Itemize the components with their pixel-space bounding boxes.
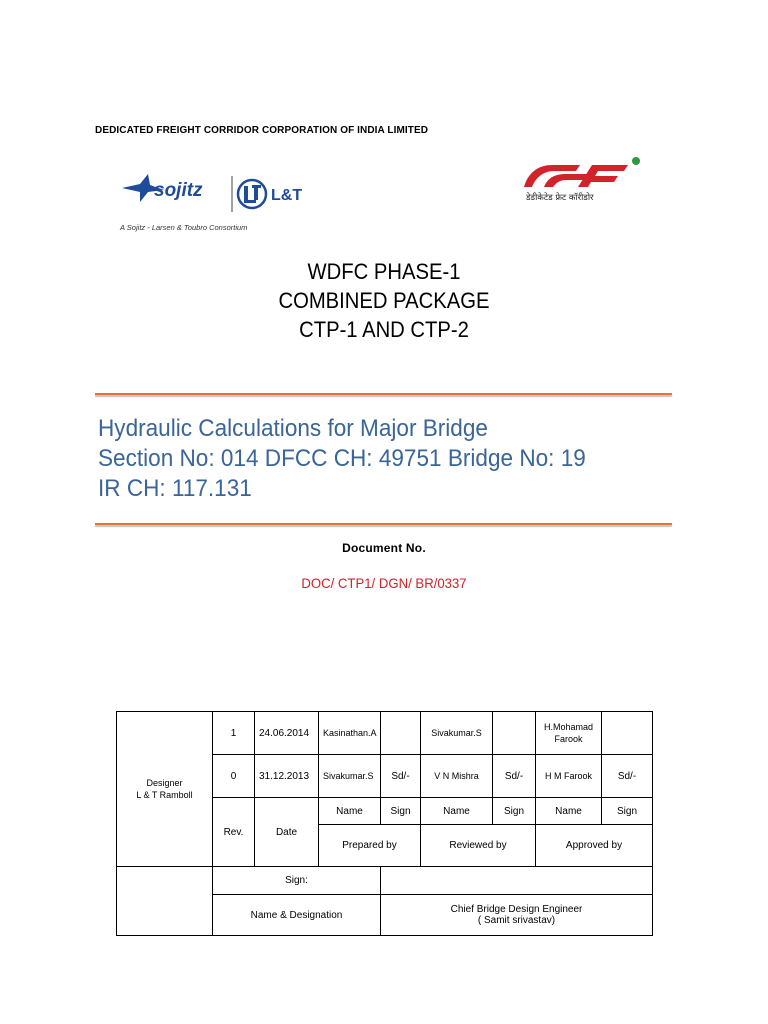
prepared-name-cell: Sivakumar.S: [319, 755, 381, 798]
lt-wordmark: L&T: [271, 187, 303, 204]
rev-cell: 1: [213, 712, 255, 755]
sign-label-cell: Sign:: [213, 867, 381, 895]
sign-value-cell: [381, 867, 653, 895]
designer-label: Designer: [146, 778, 183, 788]
reviewed-name-cell: Sivakumar.S: [421, 712, 493, 755]
consortium-tagline: A Sojitz - Larsen & Toubro Consortium: [120, 223, 248, 232]
reviewed-name-header: Name: [421, 798, 493, 825]
project-heading: [31, 257, 738, 344]
sojitz-wordmark: sojitz: [154, 180, 203, 201]
designation-person: ( Samit srivastav): [477, 915, 556, 926]
document-number-label: Document No.: [342, 541, 426, 555]
reviewed-sign-header: Sign: [493, 798, 536, 825]
dfc-hindi-caption: डेडीकेटेड फ्रेट कॉरीडोर: [526, 193, 594, 203]
document-title: [98, 414, 586, 504]
designer-blank-cell: [117, 867, 213, 936]
title-line-1: Hydraulic Calculations for Major Bridge: [98, 415, 488, 442]
approved-sign-header: Sign: [602, 798, 653, 825]
approved-name-header: Name: [536, 798, 602, 825]
designer-company: L & T Ramboll: [136, 790, 193, 800]
approved-name-cell: H.Mohamad Farook: [536, 712, 602, 755]
approved-sign-cell: Sd/-: [602, 755, 653, 798]
table-row: [117, 712, 653, 755]
designer-cell: [117, 712, 213, 867]
title-line-2: Section No: 014 DFCC CH: 49751 Bridge No: 19: [98, 445, 586, 472]
corporation-name: DEDICATED FREIGHT CORRIDOR CORPORATION OF INDIA LIMITED: [95, 125, 429, 136]
rev-header: Rev.: [213, 798, 255, 867]
reviewed-name-cell: V N Mishra: [421, 755, 493, 798]
top-divider: [95, 393, 672, 395]
rev-cell: 0: [213, 755, 255, 798]
approved-name-cell: H M Farook: [536, 755, 602, 798]
prepared-name-cell: Kasinathan.A: [319, 712, 381, 755]
prepared-by-header: Prepared by: [319, 825, 421, 867]
date-header: Date: [255, 798, 319, 867]
dfc-logo: [518, 155, 644, 205]
approved-by-header: Approved by: [536, 825, 653, 867]
designation-title: Chief Bridge Design Engineer: [450, 904, 583, 915]
project-line-1: WDFC PHASE-1: [307, 259, 461, 284]
prepared-sign-cell: [381, 712, 421, 755]
project-line-2: COMBINED PACKAGE: [278, 288, 490, 313]
prepared-name-header: Name: [319, 798, 381, 825]
table-row: [117, 867, 653, 895]
name-designation-label-cell: Name & Designation: [213, 895, 381, 936]
reviewed-by-header: Reviewed by: [421, 825, 536, 867]
reviewed-sign-cell: [493, 712, 536, 755]
sojitz-lt-logo: [118, 170, 338, 236]
bottom-divider: [95, 523, 672, 525]
revision-table: [116, 711, 653, 936]
approved-sign-cell: [602, 712, 653, 755]
document-number: DOC/ CTP1/ DGN/ BR/0337: [301, 575, 467, 591]
date-cell: 31.12.2013: [255, 755, 319, 798]
prepared-sign-cell: Sd/-: [381, 755, 421, 798]
project-line-3: CTP-1 AND CTP-2: [299, 317, 469, 342]
reviewed-sign-cell: Sd/-: [493, 755, 536, 798]
prepared-sign-header: Sign: [381, 798, 421, 825]
designation-cell: [381, 895, 653, 936]
date-cell: 24.06.2014: [255, 712, 319, 755]
title-line-3: IR CH: 117.131: [98, 475, 252, 502]
